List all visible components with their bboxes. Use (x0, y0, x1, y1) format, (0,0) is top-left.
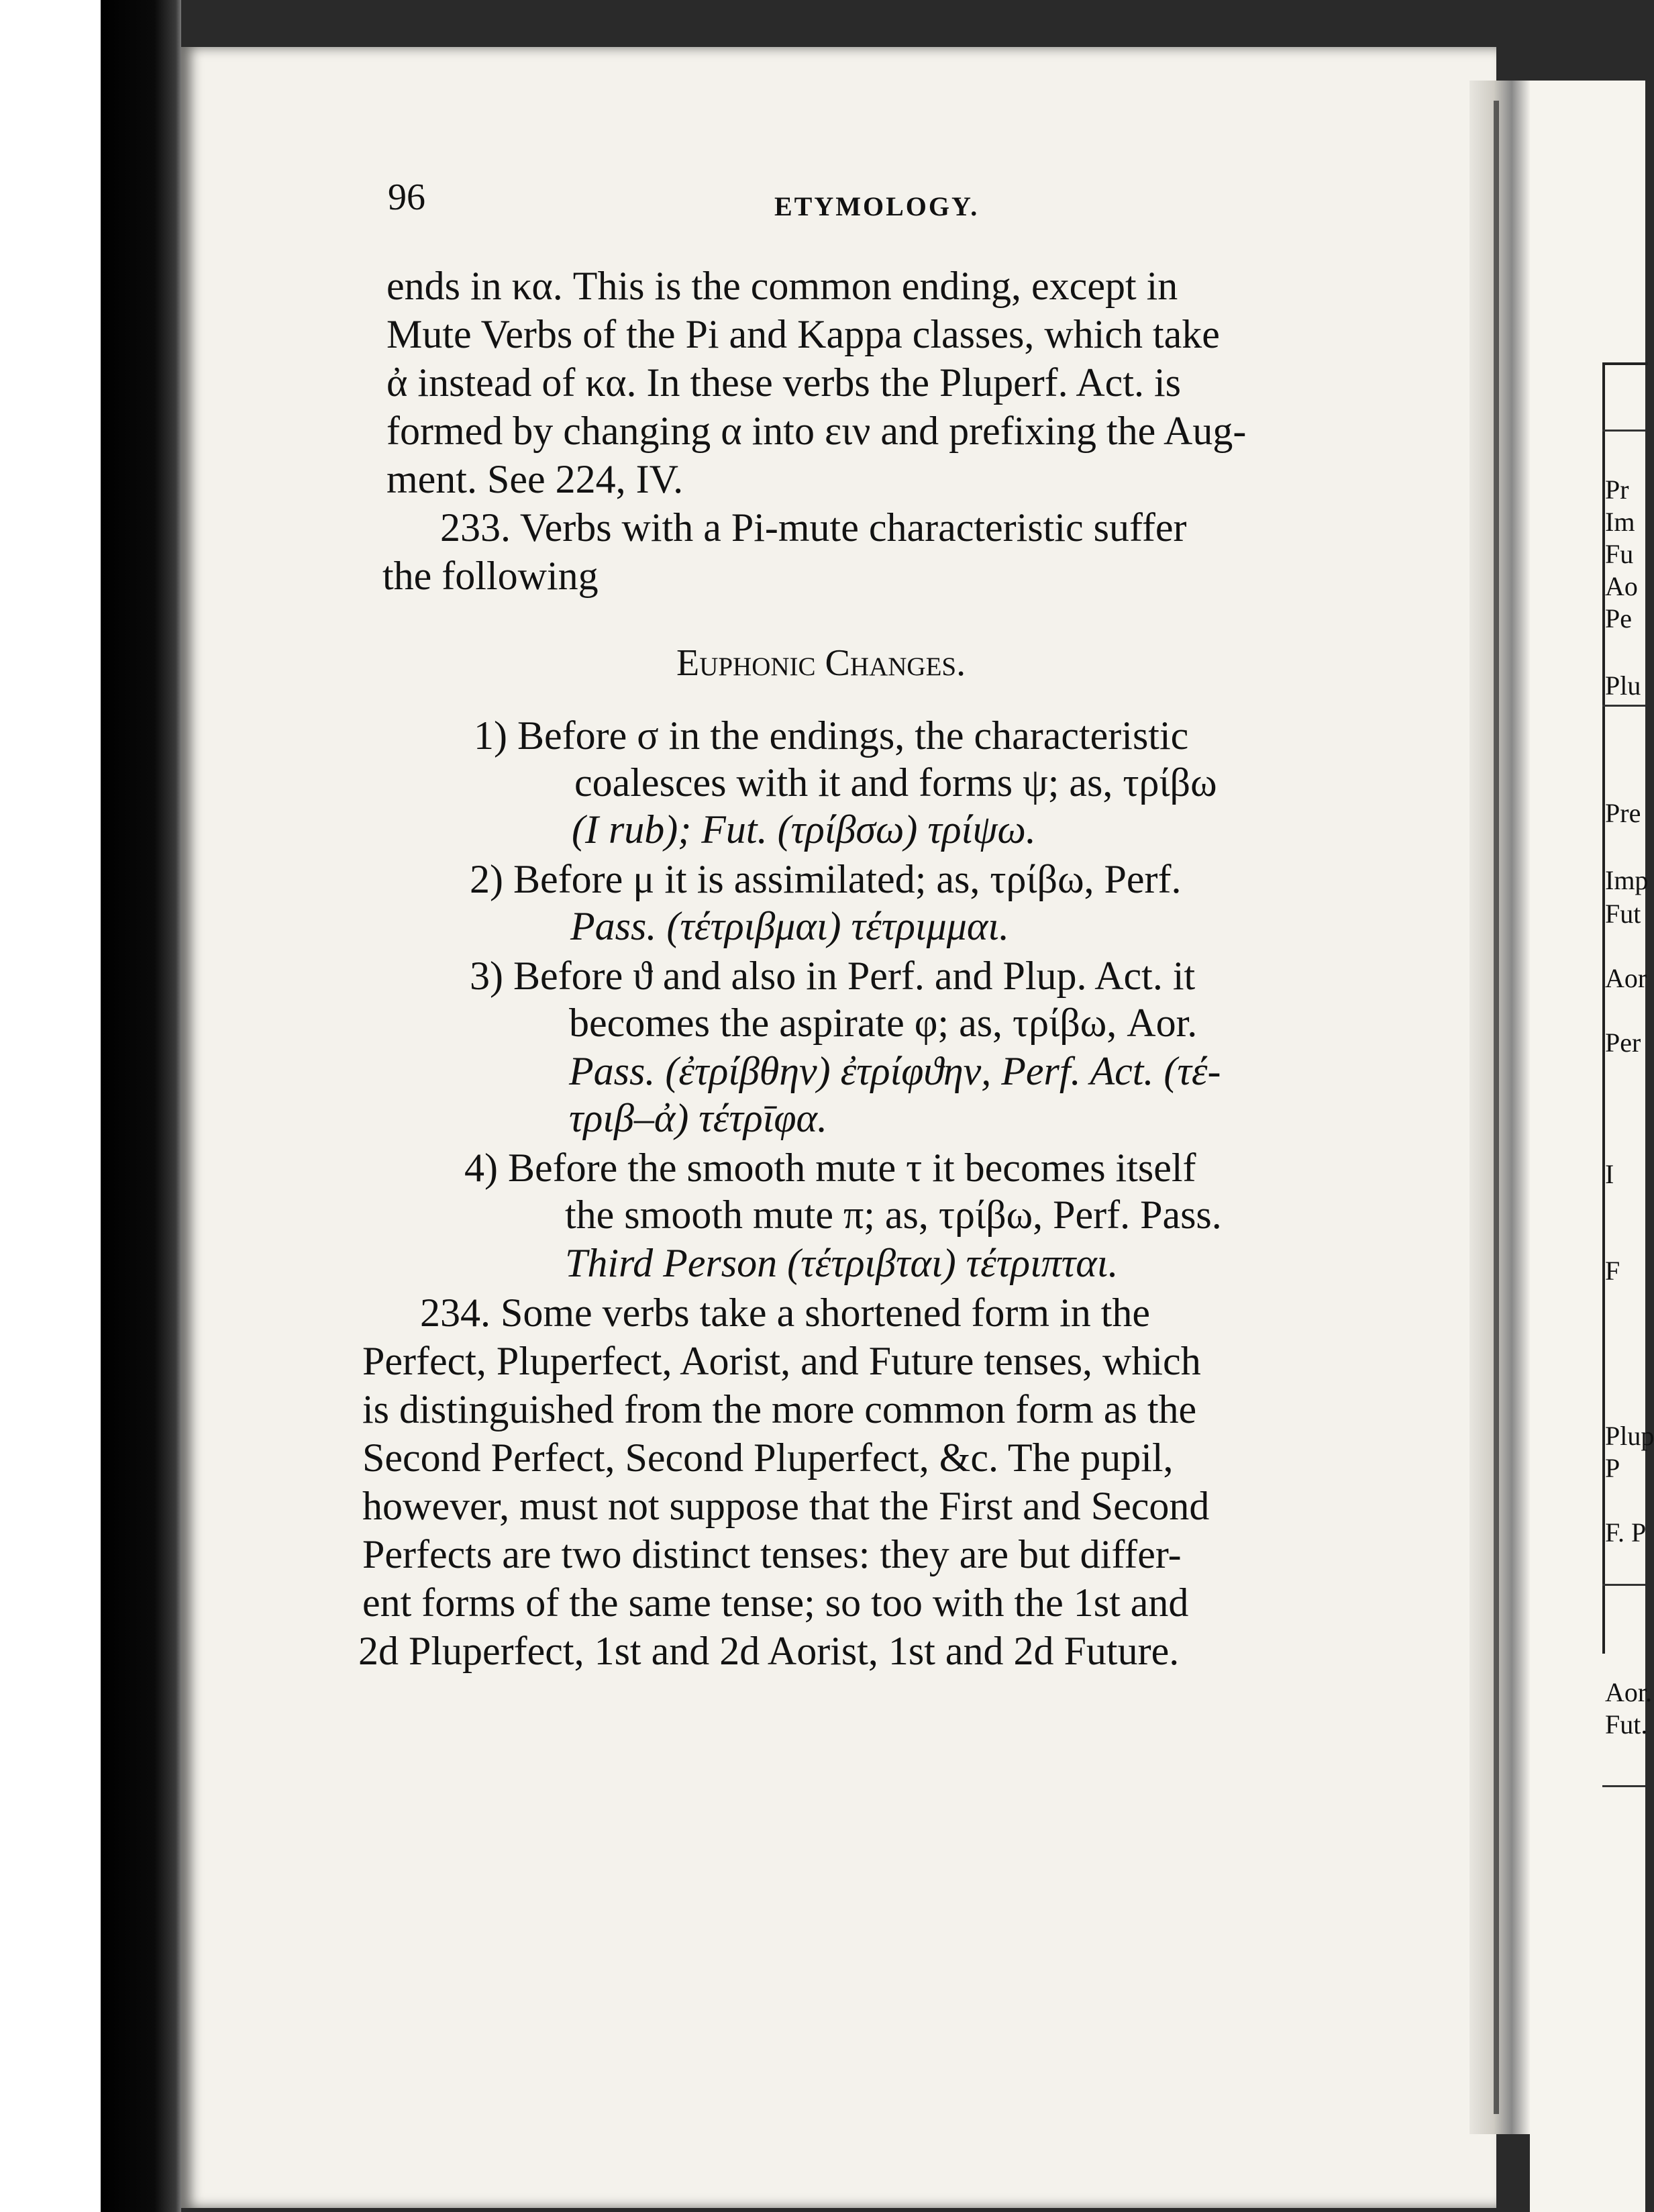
text-line: ent forms of the same tense; so too with the 1st and (362, 1580, 1189, 1625)
text-line: however, must not suppose that the First and Second (362, 1484, 1210, 1528)
rule-line: coalesces with it and forms ψ; as, τρίβω (574, 760, 1217, 805)
table-fragment: Aor. (1605, 1677, 1652, 1707)
text-line: 2d Pluperfect, 1st and 2d Aorist, 1st and 2d Future. (358, 1629, 1180, 1673)
table-fragment: I (1605, 1159, 1614, 1189)
table-fragment: Fu (1605, 539, 1634, 569)
table-fragment: Fut (1605, 899, 1641, 929)
rule-line: the smooth mute π; as, τρίβω, Perf. Pass. (565, 1193, 1222, 1237)
rule-line: 2) Before μ it is assimilated; as, τρίβω, Perf. (470, 857, 1182, 901)
rule-line: 4) Before the smooth mute τ it becomes itself (464, 1146, 1196, 1190)
running-head: ETYMOLOGY. (774, 191, 980, 221)
table-fragment: Plup (1605, 1421, 1654, 1451)
gutter-stitching (1494, 101, 1499, 2114)
text-line: 233. Verbs with a Pi-mute characteristic suffer (440, 505, 1187, 550)
table-fragment: Pr (1605, 474, 1629, 505)
rule-line: becomes the aspirate φ; as, τρίβω, Aor. (569, 1001, 1198, 1045)
table-fragment: Per (1605, 1027, 1641, 1058)
text-line: Mute Verbs of the Pi and Kappa classes, which take (386, 312, 1220, 356)
page-number: 96 (388, 177, 425, 218)
rule-line: Pass. (ἐτρίβθην) ἐτρίφϑην, Perf. Act. (τέ- (569, 1049, 1221, 1093)
table-fragment: Im (1605, 507, 1635, 537)
table-fragment: F. P (1605, 1517, 1647, 1548)
table-fragment: P (1605, 1453, 1620, 1483)
text-line: ment. See 224, IV. (386, 457, 684, 501)
table-fragment: Plu (1605, 670, 1641, 701)
table-fragment: F (1605, 1256, 1620, 1286)
text-line: Second Perfect, Second Pluperfect, &c. The pupil, (362, 1436, 1174, 1480)
table-fragment: Pre (1605, 798, 1641, 828)
text-line: 234. Some verbs take a shortened form in the (420, 1291, 1151, 1335)
text-line: Perfects are two distinct tenses: they are but differ- (362, 1532, 1182, 1576)
text-line: is distinguished from the more common form as the (362, 1387, 1197, 1431)
section-heading: Euphonic Changes. (676, 642, 966, 684)
rule-line: (I rub); Fut. (τρίβσω) τρίψω. (572, 807, 1036, 852)
rule-line: Pass. (τέτριβμαι) τέτριμμαι. (570, 904, 1009, 948)
text-line: ἀ instead of κα. In these verbs the Pluperf. Act. is (386, 360, 1182, 405)
table-rule (1602, 705, 1645, 707)
table-rule (1602, 1785, 1645, 1787)
book-binding-edge (0, 0, 181, 2212)
rule-line: τριβ–ἀ) τέτρῑφα. (569, 1096, 828, 1140)
table-fragment: Pe (1605, 603, 1632, 634)
table-rule (1602, 1584, 1645, 1586)
rule-line: 1) Before σ in the endings, the characteristic (474, 713, 1189, 758)
text-line: Perfect, Pluperfect, Aorist, and Future tenses, which (362, 1339, 1201, 1383)
table-fragment: Aor (1605, 963, 1647, 993)
table-fragment: Imp (1605, 865, 1649, 895)
text-line: formed by changing α into ειν and prefixing the Aug- (386, 409, 1247, 453)
table-fragment: Fut. (1605, 1709, 1648, 1740)
rule-line: 3) Before ϑ and also in Perf. and Plup. Act. it (470, 954, 1196, 998)
table-rule (1602, 430, 1645, 432)
text-line: the following (382, 554, 599, 598)
book-gutter (1469, 81, 1530, 2134)
table-fragment: Ao (1605, 571, 1638, 601)
rule-line: Third Person (τέτριβται) τέτριπται. (565, 1241, 1119, 1285)
text-line: ends in κα. This is the common ending, except in (386, 264, 1178, 308)
